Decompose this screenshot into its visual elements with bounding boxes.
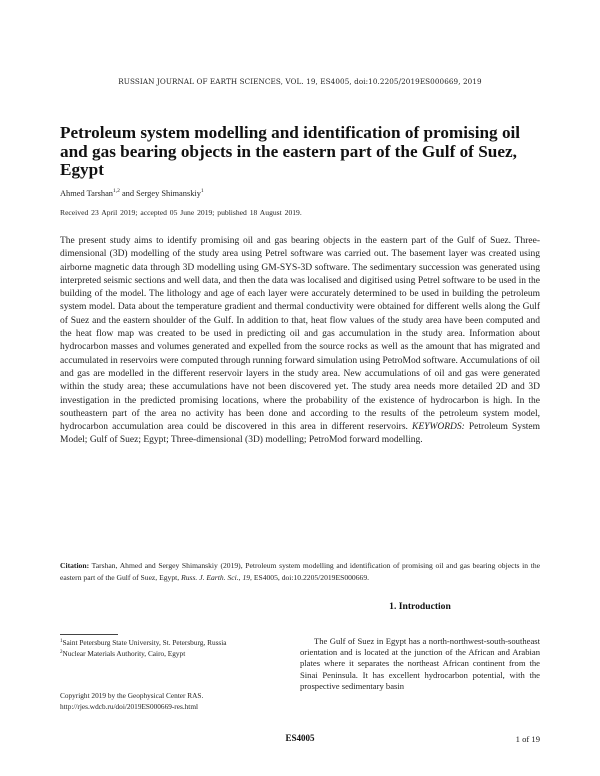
copyright-notice: Copyright 2019 by the Geophysical Center RAS. — [60, 691, 204, 700]
affiliation-mark: 1,2 — [113, 188, 120, 194]
footnote-affiliation-1 — [60, 637, 292, 648]
running-head: RUSSIAN JOURNAL OF EARTH SCIENCES, VOL. 19, ES4005, doi:10.2205/2019ES000669, 2019 — [118, 77, 482, 86]
keywords: Petroleum System Model; Gulf of Suez; Egypt; Three-dimensional (3D) modelling; PetroMod forward modelling. — [60, 422, 541, 446]
abstract-body: The present study aims to identify promising oil and gas bearing objects in the eastern part of the Gulf of Suez. Three-dimensional (3D) modelling of the study area using Petrel software was carried out. The basement layer was created using airborne magnetic data through 3D modelling using GM-SYS-3D software. The sedimentary succession was generated using interpreted seismic sections and well data, and then the data was localised and digitised using Petrel software to be used in the building of the model. The lithology and age of each layer were accurately determined to be used in building the petroleum system model. Data about the temperature gradient and thermal conductivity were obtained for different wells along the Gulf of Suez and the eastern shoulder of the Gulf. In addition to that, heat flow values of the study area have been computed and the heat flow map was created to be used in predicting oil and gas accumulation in the study area. Information about hydrocarbon masses and volumes generated and expelled from the source rocks as well as the amount that has migrated and accumulated in reservoirs were computed through running forward simulation using PetroMod software. Accumulations of oil and gas are modelled in the different reservoir layers in the study area. New accumulations of oil and gas were generated within the study area; these accumulations have not been discovered yet. The study area needs more detailed 2D and 3D investigation in the predicted promising locations, where the probability of the existence of hydrocarbon is high. In the southeastern part of the area no activity has been done and according to the results of the petroleum system model, hydrocarbon accumulation area could be discovered in this area in different reservoirs. — [60, 236, 540, 433]
footnote-text: Saint Petersburg State University, St. Petersburg, Russia — [62, 638, 227, 647]
citation — [60, 560, 540, 583]
citation-text: Tarshan, Ahmed and Sergey Shimanskiy (2019), Petroleum system modelling and identification of promising oil and gas bearing objects in the eastern part of the Gulf of Suez, Egypt, — [60, 561, 541, 582]
author-name: Sergey Shimanskiy — [136, 189, 201, 198]
footnote-mark: 2 — [60, 649, 63, 655]
author-conjunction: and — [119, 189, 137, 198]
copyright-block — [60, 690, 292, 712]
paper-title: Petroleum system modelling and identification of promising oil and gas bearing objects in the eastern part of the Gulf of Suez, Egypt — [60, 123, 521, 179]
introduction-paragraph: The Gulf of Suez in Egypt has a north-northwest-south-southeast orientation and is located at the junction of the African and Arabian plates where it separates the northeast African continent from the Sinai Peninsula. It has excellent hydrocarbon potential, with the prospective sedimentary basin — [300, 636, 540, 691]
article-code: ES4005 — [285, 733, 315, 743]
footnote-divider — [60, 634, 118, 635]
publication-dates: Received 23 April 2019; accepted 05 June 2019; published 18 August 2019. — [60, 208, 302, 217]
abstract — [60, 235, 540, 448]
section-heading-introduction: 1. Introduction — [389, 601, 451, 612]
author-line — [60, 188, 204, 198]
citation-doi: ES4005, doi:10.2205/2019ES000669. — [253, 572, 370, 582]
citation-journal: Russ. J. Earth. Sci., 19, — [181, 572, 252, 582]
author-name: Ahmed Tarshan — [60, 189, 113, 198]
citation-label: Citation: — [60, 561, 90, 570]
affiliation-mark: 1 — [200, 188, 204, 194]
page-number: 1 of 19 — [515, 734, 540, 744]
footnote-text: Nuclear Materials Authority, Cairo, Egypt — [62, 648, 186, 658]
resource-link[interactable]: http://rjes.wdcb.ru/doi/2019ES000669-res.html — [60, 702, 199, 711]
keywords-label: KEYWORDS: — [412, 422, 465, 433]
footnote-affiliation-2 — [60, 648, 292, 659]
footnote-mark: 1 — [60, 639, 63, 644]
footnotes — [60, 637, 292, 658]
